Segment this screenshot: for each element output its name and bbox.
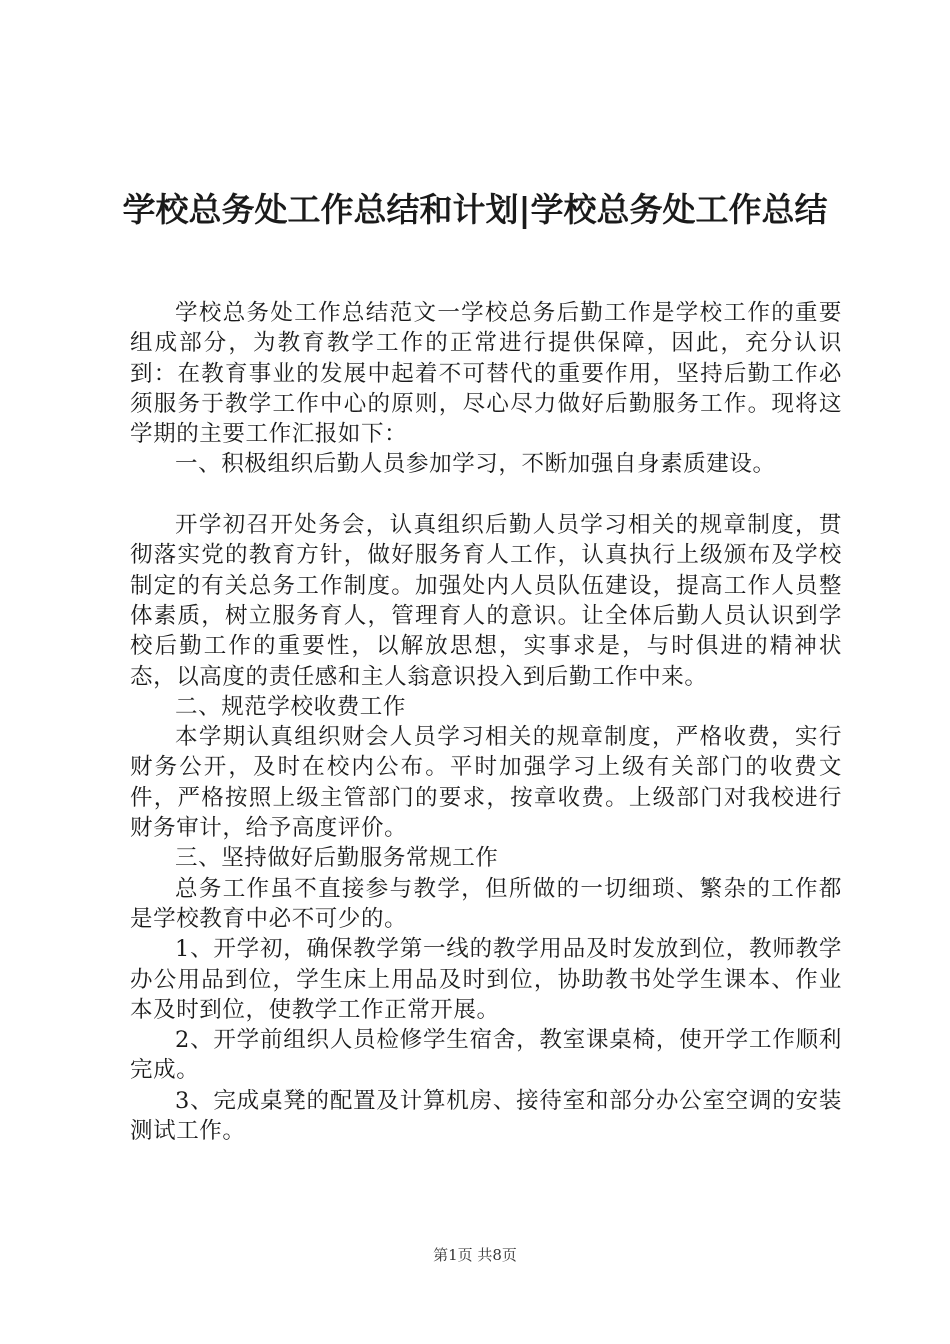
document-title: 学校总务处工作总结和计划|学校总务处工作总结 (122, 190, 828, 229)
page-footer: 第1页 共8页 (433, 1246, 517, 1264)
document-body (130, 298, 842, 1146)
list-item: 1、开学初，确保教学第一线的教学用品及时发放到位，教师教学办公用品到位，学生床上用品及时到位，协助教书处学生课本、作业本及时到位，使教学工作正常开展。 (130, 936, 842, 1023)
section-heading-1: 一、积极组织后勤人员参加学习，不断加强自身素质建设。 (175, 451, 776, 478)
body-paragraph: 总务工作虽不直接参与教学，但所做的一切细琐、繁杂的工作都是学校教育中必不可少的。 (130, 875, 842, 932)
body-paragraph: 开学初召开处务会，认真组织后勤人员学习相关的规章制度，贯彻落实党的教育方针，做好服务育人工作，认真执行上级颁布及学校制定的有关总务工作制度。加强处内人员队伍建设，提高工作人员整体素质，树立服务育人，管理育人的意识。让全体后勤人员认识到学校后勤工作的重要性，以解放思想，实事求是，与时俱进的精神状态，以高度的责任感和主人翁意识投入到后勤工作中来。 (130, 512, 842, 690)
body-paragraph: 本学期认真组织财会人员学习相关的规章制度，严格收费，实行财务公开，及时在校内公布。平时加强学习上级有关部门的收费文件，严格按照上级主管部门的要求，按章收费。上级部门对我校进行财务审计，给予高度评价。 (130, 724, 842, 842)
blank-line (130, 480, 842, 510)
intro-paragraph: 学校总务处工作总结范文一学校总务后勤工作是学校工作的重要组成部分，为教育教学工作的正常进行提供保障，因此，充分认识到：在教育事业的发展中起着不可替代的重要作用，坚持后勤工作必须服务于教学工作中心的原则，尽心尽力做好后勤服务工作。现将这学期的主要工作汇报如下： (130, 300, 842, 448)
section-heading-2: 二、规范学校收费工作 (175, 693, 407, 720)
section-heading-3: 三、坚持做好后勤服务常规工作 (175, 845, 499, 872)
list-item: 3、完成桌凳的配置及计算机房、接待室和部分办公室空调的安装测试工作。 (130, 1087, 842, 1145)
list-item: 2、开学前组织人员检修学生宿舍，教室课桌椅，使开学工作顺利完成。 (130, 1027, 842, 1084)
